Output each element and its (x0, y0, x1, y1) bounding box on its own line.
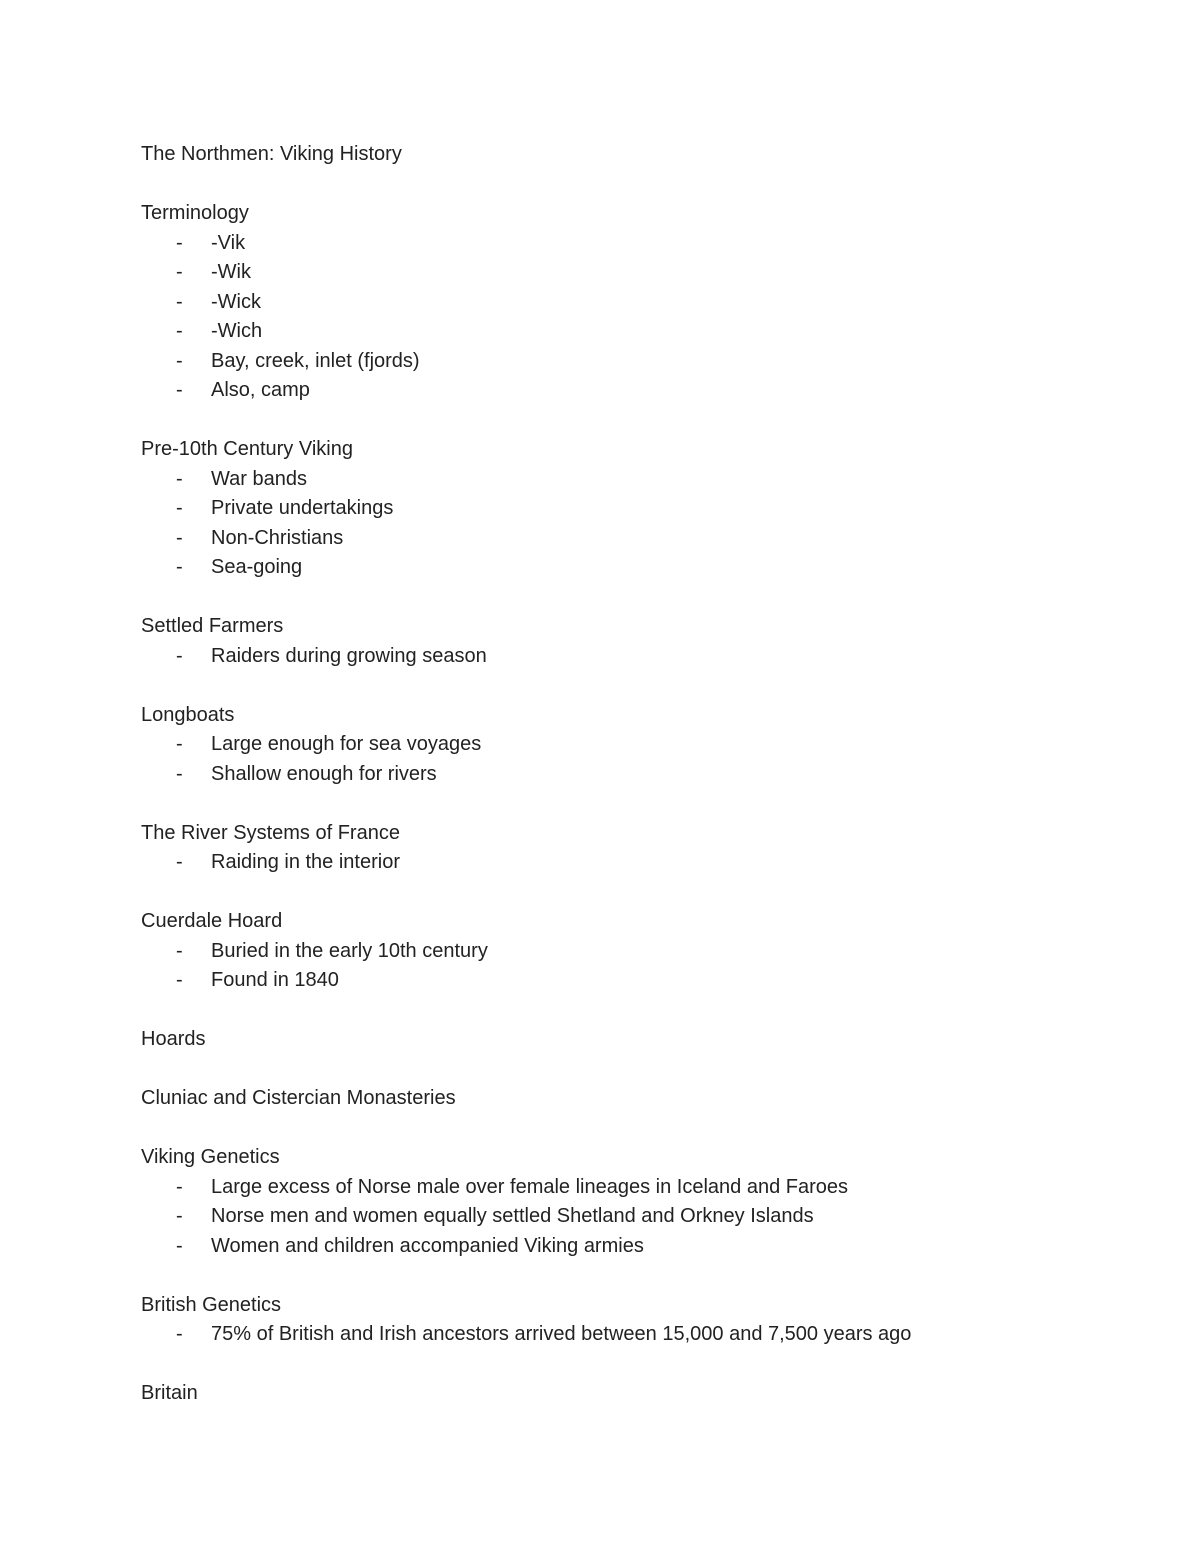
bullet-marker: - (176, 1234, 183, 1257)
list-item-text: 75% of British and Irish ancestors arrived between 15,000 and 7,500 years ago (211, 1323, 912, 1345)
list-item-text: War bands (211, 467, 307, 490)
section-british-genetics (141, 1291, 1120, 1350)
bullet-list (141, 229, 1120, 406)
section-heading: Viking Genetics (141, 1146, 280, 1168)
section-heading: Cuerdale Hoard (141, 910, 283, 932)
section-cuerdale-hoard (141, 907, 1120, 996)
list-item (141, 1202, 1120, 1232)
list-item-text: Private undertakings (211, 497, 394, 519)
list-item-text: Norse men and women equally settled Shetland and Orkney Islands (211, 1205, 814, 1227)
list-item (141, 1232, 1120, 1262)
bullet-list (141, 730, 1120, 789)
section-heading: Settled Farmers (141, 615, 284, 637)
section-heading: British Genetics (141, 1293, 282, 1316)
list-item-text: Large excess of Norse male over female lineages in Iceland and Faroes (211, 1175, 849, 1198)
bullet-marker: - (176, 1175, 183, 1198)
list-item (141, 553, 1120, 583)
bullet-marker: - (176, 231, 183, 254)
bullet-marker: - (176, 379, 183, 401)
section-heading: Britain (141, 1382, 198, 1404)
list-item (141, 760, 1120, 790)
bullet-marker: - (176, 1323, 183, 1345)
section-longboats (141, 701, 1120, 790)
bullet-list (141, 465, 1120, 583)
bullet-list (141, 848, 1120, 878)
bullet-marker: - (176, 851, 183, 873)
list-item (141, 494, 1120, 524)
list-item (141, 937, 1120, 967)
list-item-text: Non-Christians (211, 526, 344, 549)
list-item-text: Bay, creek, inlet (fjords) (211, 349, 420, 372)
list-item (141, 730, 1120, 760)
list-item (141, 347, 1120, 377)
list-item-text: Women and children accompanied Viking armies (211, 1234, 644, 1257)
section-settled-farmers (141, 612, 1120, 671)
list-item-text: -Wick (211, 290, 261, 313)
list-item (141, 1173, 1120, 1203)
section-heading: Cluniac and Cistercian Monasteries (141, 1087, 456, 1109)
list-item-text: -Vik (211, 231, 246, 254)
section-heading: Terminology (141, 202, 249, 224)
section-hoards (141, 1025, 1120, 1055)
bullet-marker: - (176, 526, 183, 549)
bullet-marker: - (176, 320, 183, 342)
list-item (141, 229, 1120, 259)
list-item-text: Raiders during growing season (211, 644, 487, 667)
bullet-marker: - (176, 290, 183, 313)
bullet-marker: - (176, 467, 183, 490)
document-title: The Northmen: Viking History (141, 143, 402, 165)
section-heading: Hoards (141, 1028, 206, 1050)
bullet-marker: - (176, 733, 183, 755)
list-item (141, 465, 1120, 495)
bullet-marker: - (176, 261, 183, 283)
section-viking-genetics (141, 1143, 1120, 1261)
bullet-list (141, 642, 1120, 672)
list-item-text: Large enough for sea voyages (211, 733, 482, 755)
bullet-marker: - (176, 969, 183, 991)
list-item (141, 317, 1120, 347)
bullet-list (141, 1320, 1120, 1350)
list-item (141, 966, 1120, 996)
list-item-text: Found in 1840 (211, 969, 339, 991)
list-item (141, 642, 1120, 672)
list-item-text: -Wik (211, 261, 251, 283)
list-item-text: Sea-going (211, 556, 303, 578)
section-heading: Pre-10th Century Viking (141, 438, 353, 460)
list-item-text: Buried in the early 10th century (211, 939, 488, 962)
bullet-marker: - (176, 556, 183, 578)
section-river-systems-of-france (141, 819, 1120, 878)
bullet-marker: - (176, 939, 183, 962)
section-pre-10th-century-viking (141, 435, 1120, 583)
list-item (141, 376, 1120, 406)
bullet-marker: - (176, 497, 183, 519)
list-item (141, 848, 1120, 878)
bullet-marker: - (176, 762, 183, 785)
section-terminology (141, 199, 1120, 406)
section-heading: Longboats (141, 703, 235, 726)
bullet-list (141, 1173, 1120, 1262)
list-item-text: Also, camp (211, 379, 310, 401)
list-item (141, 524, 1120, 554)
list-item-text: Raiding in the interior (211, 851, 400, 873)
list-item-text: -Wich (211, 320, 263, 342)
list-item (141, 258, 1120, 288)
bullet-marker: - (176, 349, 183, 372)
section-britain (141, 1379, 1120, 1409)
section-heading: The River Systems of France (141, 821, 400, 844)
bullet-marker: - (176, 1205, 183, 1227)
bullet-list (141, 937, 1120, 996)
list-item (141, 1320, 1120, 1350)
bullet-marker: - (176, 644, 183, 667)
list-item-text: Shallow enough for rivers (211, 762, 437, 785)
section-cluniac-cistercian-monasteries (141, 1084, 1120, 1114)
list-item (141, 288, 1120, 318)
